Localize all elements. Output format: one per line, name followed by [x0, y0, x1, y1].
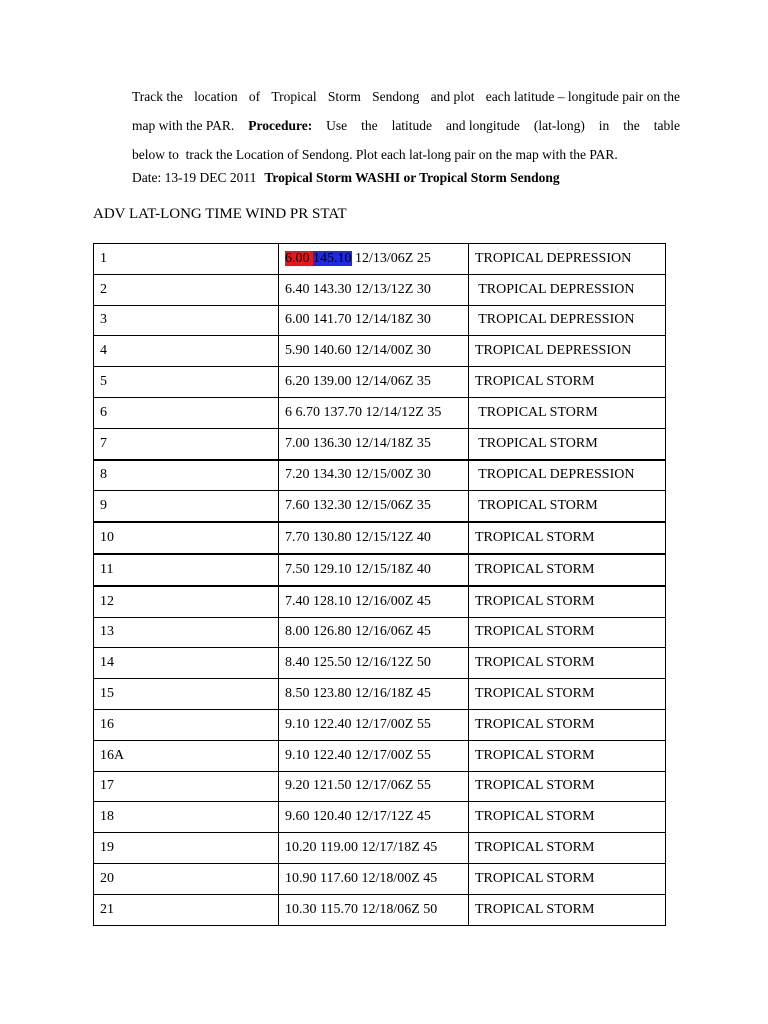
- status-cell: TROPICAL STORM: [469, 586, 666, 617]
- lat-long-time-wind-cell: 9.20 121.50 12/17/06Z 55: [279, 771, 469, 802]
- intro-word: Procedure:: [248, 118, 313, 133]
- table-row: [94, 336, 666, 367]
- table-row: [94, 274, 666, 305]
- adv-cell: 2: [94, 274, 279, 305]
- adv-cell: 12: [94, 586, 279, 617]
- lat-long-time-wind-cell: 7.70 130.80 12/15/12Z 40: [279, 522, 469, 554]
- status-cell: TROPICAL STORM: [469, 648, 666, 679]
- adv-cell: 11: [94, 554, 279, 586]
- lat-long-time-wind-cell: 10.90 117.60 12/18/00Z 45: [279, 863, 469, 894]
- table-row: [94, 305, 666, 336]
- highlighted-latitude: 6.00: [285, 250, 313, 266]
- table-row: [94, 617, 666, 648]
- intro-word: the: [361, 118, 378, 133]
- lat-long-time-wind-cell: 5.90 140.60 12/14/00Z 30: [279, 336, 469, 367]
- adv-cell: 1: [94, 244, 279, 275]
- date-line: [132, 170, 560, 186]
- table-row: [94, 679, 666, 710]
- status-cell: TROPICAL STORM: [469, 617, 666, 648]
- table-row: [94, 802, 666, 833]
- intro-line-1: [132, 82, 680, 111]
- adv-cell: 16: [94, 709, 279, 740]
- table-row: [94, 586, 666, 617]
- status-cell: TROPICAL STORM: [469, 802, 666, 833]
- status-cell: TROPICAL DEPRESSION: [469, 336, 666, 367]
- table-row: [94, 771, 666, 802]
- intro-word: Tropical: [271, 89, 317, 104]
- intro-word: (lat-long): [533, 118, 585, 133]
- intro-word: and longitude: [446, 118, 520, 133]
- adv-cell: 21: [94, 894, 279, 925]
- status-cell: TROPICAL STORM: [469, 679, 666, 710]
- table-row: [94, 491, 666, 522]
- adv-cell: 15: [94, 679, 279, 710]
- lat-long-time-wind-cell: 8.00 126.80 12/16/06Z 45: [279, 617, 469, 648]
- lat-long-time-wind-cell: 9.10 122.40 12/17/00Z 55: [279, 709, 469, 740]
- table-row: [94, 460, 666, 491]
- status-cell: TROPICAL STORM: [469, 397, 666, 428]
- status-cell: TROPICAL STORM: [469, 894, 666, 925]
- table-row: [94, 894, 666, 925]
- table-row: [94, 740, 666, 771]
- status-cell: TROPICAL STORM: [469, 522, 666, 554]
- status-cell: TROPICAL DEPRESSION: [469, 244, 666, 275]
- adv-cell: 4: [94, 336, 279, 367]
- lat-long-time-wind-cell: 6 6.70 137.70 12/14/12Z 35: [279, 397, 469, 428]
- date-label: Date: 13-19 DEC 2011: [132, 170, 257, 185]
- lat-long-time-wind-cell: 7.40 128.10 12/16/00Z 45: [279, 586, 469, 617]
- status-cell: TROPICAL DEPRESSION: [469, 305, 666, 336]
- table-row: [94, 863, 666, 894]
- table-heading: ADV LAT-LONG TIME WIND PR STAT: [93, 206, 347, 222]
- adv-cell: 3: [94, 305, 279, 336]
- adv-cell: 13: [94, 617, 279, 648]
- status-cell: TROPICAL STORM: [469, 833, 666, 864]
- table-row: [94, 648, 666, 679]
- status-cell: TROPICAL STORM: [469, 491, 666, 522]
- adv-cell: 17: [94, 771, 279, 802]
- table-row: [94, 397, 666, 428]
- lat-long-time-wind-cell: 6.40 143.30 12/13/12Z 30: [279, 274, 469, 305]
- intro-word: table: [653, 118, 680, 133]
- lat-long-time-wind-cell: 7.20 134.30 12/15/00Z 30: [279, 460, 469, 491]
- intro-word: Sendong: [372, 89, 420, 104]
- status-cell: TROPICAL STORM: [469, 771, 666, 802]
- table-row: [94, 428, 666, 459]
- lat-long-time-wind-cell: 7.50 129.10 12/15/18Z 40: [279, 554, 469, 586]
- table-row: [94, 244, 666, 275]
- lat-long-time-wind-cell: [279, 244, 469, 275]
- intro-word: in: [598, 118, 610, 133]
- lat-long-time-wind-cell: 6.20 139.00 12/14/06Z 35: [279, 367, 469, 398]
- adv-cell: 6: [94, 397, 279, 428]
- intro-paragraph: [132, 82, 680, 169]
- status-cell: TROPICAL STORM: [469, 709, 666, 740]
- lat-long-time-wind-cell: 6.00 141.70 12/14/18Z 30: [279, 305, 469, 336]
- status-cell: TROPICAL DEPRESSION: [469, 274, 666, 305]
- table-row: [94, 522, 666, 554]
- lat-long-time-wind-cell: 9.10 122.40 12/17/00Z 55: [279, 740, 469, 771]
- adv-cell: 18: [94, 802, 279, 833]
- intro-line-3: [132, 140, 680, 169]
- adv-cell: 7: [94, 428, 279, 459]
- table-row: [94, 833, 666, 864]
- adv-cell: 16A: [94, 740, 279, 771]
- intro-word: and plot: [430, 89, 475, 104]
- adv-cell: 10: [94, 522, 279, 554]
- intro-word: Storm: [327, 89, 361, 104]
- status-cell: TROPICAL STORM: [469, 428, 666, 459]
- intro-word: the: [623, 118, 640, 133]
- table-row: [94, 709, 666, 740]
- adv-cell: 5: [94, 367, 279, 398]
- table-row: [94, 367, 666, 398]
- storm-title: Tropical Storm WASHI or Tropical Storm Sendong: [264, 170, 560, 185]
- status-cell: TROPICAL STORM: [469, 554, 666, 586]
- lat-long-time-wind-cell: 7.00 136.30 12/14/18Z 35: [279, 428, 469, 459]
- lat-long-time-wind-cell: 7.60 132.30 12/15/06Z 35: [279, 491, 469, 522]
- intro-word: location: [194, 89, 238, 104]
- lat-long-time-wind-cell: 8.50 123.80 12/16/18Z 45: [279, 679, 469, 710]
- highlighted-longitude: 145.10: [313, 250, 352, 266]
- intro-line-2: [132, 111, 680, 140]
- status-cell: TROPICAL STORM: [469, 740, 666, 771]
- lat-long-time-wind-cell: 10.20 119.00 12/17/18Z 45: [279, 833, 469, 864]
- status-cell: TROPICAL DEPRESSION: [469, 460, 666, 491]
- adv-cell: 9: [94, 491, 279, 522]
- intro-word: below to track the Location of Sendong. Plot each lat-long pair on the map with the PAR.: [132, 147, 618, 162]
- adv-cell: 19: [94, 833, 279, 864]
- advisory-table: [93, 243, 666, 926]
- intro-word: of: [248, 89, 261, 104]
- intro-word: Track the: [132, 89, 183, 104]
- lat-long-time-wind-cell: 10.30 115.70 12/18/06Z 50: [279, 894, 469, 925]
- intro-word: map with the PAR.: [132, 118, 235, 133]
- intro-word: latitude: [391, 118, 433, 133]
- intro-word: each latitude – longitude pair on the: [485, 89, 680, 104]
- lat-long-time-wind-cell: 8.40 125.50 12/16/12Z 50: [279, 648, 469, 679]
- time-wind-text: 12/13/06Z 25: [355, 250, 431, 266]
- lat-long-time-wind-cell: 9.60 120.40 12/17/12Z 45: [279, 802, 469, 833]
- table-row: [94, 554, 666, 586]
- status-cell: TROPICAL STORM: [469, 863, 666, 894]
- intro-word: Use: [326, 118, 348, 133]
- adv-cell: 14: [94, 648, 279, 679]
- status-cell: TROPICAL STORM: [469, 367, 666, 398]
- adv-cell: 20: [94, 863, 279, 894]
- adv-cell: 8: [94, 460, 279, 491]
